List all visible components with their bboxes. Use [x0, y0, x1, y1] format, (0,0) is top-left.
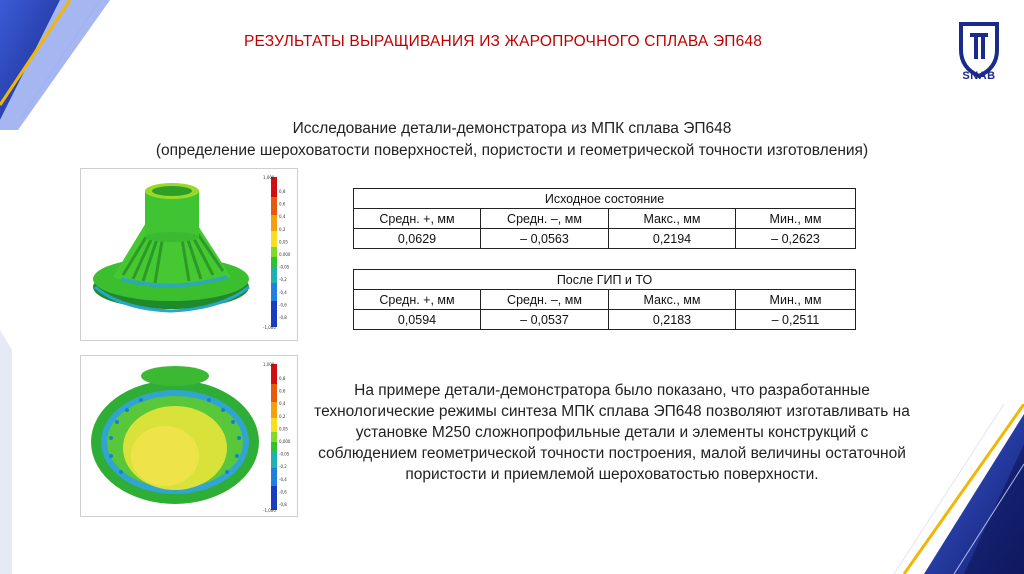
scale-tick-label: -0,6	[279, 489, 287, 495]
scale-tick-label: 0,8	[279, 189, 286, 194]
scale-tick-label: -0,8	[279, 502, 287, 507]
scale-tick-label: 0,4	[279, 214, 286, 220]
part-exterior-render	[81, 169, 297, 340]
after-hip-caption: После ГИП и ТО	[354, 270, 856, 290]
scale-tick-label: 0,2	[279, 413, 286, 419]
scale-tick-label: -0,6	[279, 302, 287, 308]
scale-tick-label: -0,4	[279, 289, 287, 295]
scale-tick-label: 0,6	[279, 201, 286, 207]
scale-tick-label: -0,2	[279, 464, 287, 470]
col-header-avg-minus: Средн. –, мм	[481, 209, 609, 229]
value-avg-plus: 0,0594	[354, 310, 481, 330]
col-header-min: Мин., мм	[736, 290, 856, 310]
value-avg-minus: – 0,0563	[481, 229, 609, 249]
scale-tick-label: 0,4	[279, 401, 286, 407]
scale-tick-label: 0,05	[279, 239, 288, 245]
scale-tick-label: 0,8	[279, 376, 286, 381]
col-header-max: Макс., мм	[609, 209, 736, 229]
conclusion-line-2: технологические режимы синтеза МПК сплава ЭП648 позволяют изготавливать на	[314, 403, 910, 420]
col-header-max: Макс., мм	[609, 290, 736, 310]
scale-tick-label: 0,05	[279, 426, 288, 432]
scale-tick-label: 0,6	[279, 388, 286, 394]
value-min: – 0,2511	[736, 310, 856, 330]
color-scale-2	[263, 362, 291, 513]
conclusion-line-3: установке М250 сложнопрофильные детали и элементы конструкций с	[355, 424, 869, 441]
scale-top-label: 1,000	[263, 175, 275, 180]
scale-tick-label: 0,000	[279, 439, 291, 444]
scale-tick-label: 0,000	[279, 252, 291, 257]
scale-tick-label: 0,2	[279, 226, 286, 232]
part-exterior-image-panel	[80, 168, 298, 341]
scale-top-label: 1,000	[263, 362, 275, 367]
initial-state-caption: Исходное состояние	[354, 189, 856, 209]
value-avg-plus: 0,0629	[354, 229, 481, 249]
value-min: – 0,2623	[736, 229, 856, 249]
col-header-avg-minus: Средн. –, мм	[481, 290, 609, 310]
logo-text: SNAB	[962, 70, 996, 82]
scale-bottom-label: -1,000	[263, 325, 276, 330]
value-max: 0,2194	[609, 229, 736, 249]
decor-left-edge	[0, 330, 40, 574]
study-subtitle	[150, 118, 874, 162]
conclusion-line-1: На примере детали-демонстратора было показано, что разработанные	[354, 382, 870, 399]
scale-tick-label: -0,8	[279, 315, 287, 320]
part-interior-render	[81, 356, 297, 516]
part-interior-image-panel	[80, 355, 298, 517]
conclusion-line-5: пористости и приемлемой шероховатостью поверхности.	[405, 466, 819, 483]
scale-tick-label: -0,05	[279, 451, 290, 457]
value-max: 0,2183	[609, 310, 736, 330]
initial-state-table	[353, 188, 856, 249]
value-avg-minus: – 0,0537	[481, 310, 609, 330]
col-header-avg-plus: Средн. +, мм	[354, 209, 481, 229]
slide-title: РЕЗУЛЬТАТЫ ВЫРАЩИВАНИЯ ИЗ ЖАРОПРОЧНОГО СПЛАВА ЭП648	[244, 33, 763, 50]
col-header-min: Мин., мм	[736, 209, 856, 229]
scale-bottom-label: -1,000	[263, 508, 276, 513]
scale-tick-label: -0,2	[279, 277, 287, 283]
decor-top-left	[0, 0, 120, 130]
after-hip-table	[353, 269, 856, 330]
subtitle-line-2: (определение шероховатости поверхностей, пористости и геометрической точности изготовления)	[155, 142, 869, 159]
subtitle-line-1: Исследование детали-демонстратора из МПК сплава ЭП648	[292, 120, 732, 137]
col-header-avg-plus: Средн. +, мм	[354, 290, 481, 310]
scale-tick-label: -0,4	[279, 476, 287, 482]
scale-tick-label: -0,05	[279, 264, 290, 270]
conclusion-paragraph	[312, 380, 912, 485]
conclusion-line-4: соблюдением геометрической точности построения, малой величины остаточной	[318, 445, 906, 462]
color-scale	[263, 175, 291, 330]
